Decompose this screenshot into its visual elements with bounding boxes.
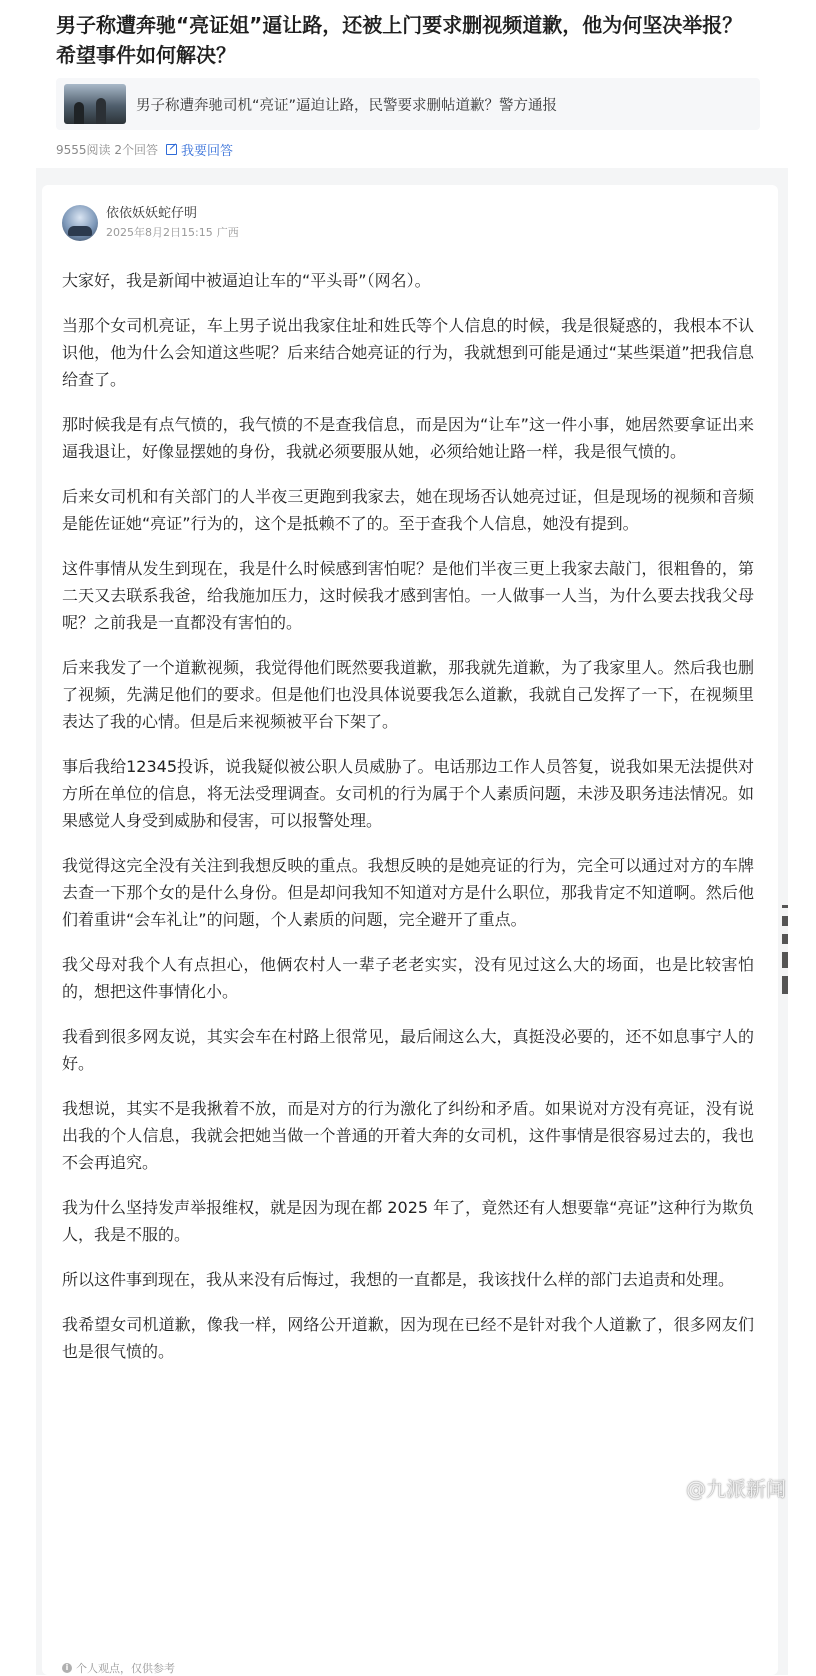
answer-paragraph: 我希望女司机道歉，像我一样，网络公开道歉，因为现在已经不是针对我个人道歉了，很多网友们也是很气愤的。 (62, 1315, 754, 1361)
author-info (106, 205, 239, 241)
weibo-icon (652, 1477, 680, 1499)
edit-icon (166, 144, 177, 155)
answer-paragraph: 我父母对我个人有点担心，他俩农村人一辈子老老实实，没有见过这么大的场面，也是比较害怕的，想把这件事情化小。 (62, 955, 754, 1001)
answer-date (106, 225, 239, 241)
related-news-title: 男子称遭奔驰司机“亮证”逼迫让路，民警要求删帖道歉？警方通报 (136, 97, 558, 114)
answer-paragraph: 那时候我是有点气愤的，我气愤的不是查我信息，而是因为“让车”这一件小事，她居然要拿证出来逼我退让，好像显摆她的身份，我就必须要服从她，必须给她让路一样，我是很气愤的。 (62, 415, 754, 461)
answer-paragraph: 后来女司机和有关部门的人半夜三更跑到我家去，她在现场否认她亮过证，但是现场的视频和音频是能佐证她“亮证”行为的，这个是抵赖不了的。至于查我个人信息，她没有提到。 (62, 487, 754, 533)
scroll-indicator[interactable] (782, 905, 788, 1002)
author-name[interactable]: 依依妖妖蛇仔明 (106, 206, 198, 221)
answer-paragraph: 我想说，其实不是我揪着不放，而是对方的行为激化了纠纷和矛盾。如果说对方没有亮证，没有说出我的个人信息，我就会把她当做一个普通的开着大奔的女司机，这件事情是很容易过去的，我也不会再追究。 (62, 1099, 754, 1172)
answer-paragraph: 当那个女司机亮证，车上男子说出我家住址和姓氏等个人信息的时候，我是很疑惑的，我根本不认识他，他为什么会知道这些呢？后来结合她亮证的行为，我就想到可能是通过“某些渠道”把我信息给查了。 (62, 316, 754, 389)
answer-paragraph: 我看到很多网友说，其实会车在村路上很常见，最后闹这么大，真挺没必要的，还不如息事宁人的好。 (62, 1027, 754, 1073)
disclaimer-text: 个人观点，仅供参考 (76, 1662, 175, 1675)
answer-paragraph: 我觉得这完全没有关注到我想反映的重点。我想反映的是她亮证的行为，完全可以通过对方的车牌去查一下那个女的是什么身份。但是却问我知不知道对方是什么职位，那我肯定不知道啊。然后他们着重讲“会车礼让”的问题，个人素质的问题，完全避开了重点。 (62, 856, 754, 929)
news-thumbnail (64, 84, 126, 124)
answer-datetime: 2025年8月2日15:15 (106, 226, 213, 239)
question-header (0, 0, 816, 159)
answer-paragraph: 这件事情从发生到现在，我是什么时候感到害怕呢？是他们半夜三更上我家去敲门，很粗鲁的，第二天又去联系我爸，给我施加压力，这时候我才感到害怕。一人做事一人当，为什么要去找我父母呢？之前我是一直都没有害怕的。 (62, 559, 754, 632)
watermark-text: @九派新闻 (686, 1477, 786, 1501)
answer-paragraph: 所以这件事到现在，我从来没有后悔过，我想的一直都是，我该找什么样的部门去追责和处理。 (62, 1270, 735, 1289)
weibo-watermark (652, 1473, 786, 1502)
answer-paragraph: 事后我给12345投诉，说我疑似被公职人员威胁了。电话那边工作人员答复，说我如果无法提供对方所在单位的信息，将无法受理调查。女司机的行为属于个人素质问题，未涉及职务违法情况。如果感觉人身受到威胁和侵害，可以报警处理。 (62, 757, 754, 830)
related-news-card[interactable] (56, 78, 760, 130)
answer-paragraph: 我为什么坚持发声举报维权，就是因为现在都 2025 年了，竟然还有人想要靠“亮证”这种行为欺负人，我是不服的。 (62, 1198, 754, 1244)
question-meta (56, 140, 760, 159)
question-stats: 9555阅读 2个回答 (56, 143, 158, 157)
answer-question-label: 我要回答 (181, 144, 234, 159)
answer-paragraph: 后来我发了一个道歉视频，我觉得他们既然要我道歉，那我就先道歉，为了我家里人。然后我也删了视频，先满足他们的要求。但是他们也没具体说要我怎么道歉，我就自己发挥了一下，在视频里表达了我的心情。但是后来视频被平台下架了。 (62, 658, 754, 731)
answer-location: 广西 (216, 226, 239, 239)
answer-author[interactable] (62, 205, 239, 241)
disclaimer (62, 1660, 175, 1676)
answer-card (42, 185, 778, 1675)
question-title: 男子称遭奔驰“亮证姐”逼让路，还被上门要求删视频道歉，他为何坚决举报？希望事件如何解决？ (56, 13, 743, 67)
answer-question-button[interactable] (166, 140, 233, 159)
answer-paragraph: 大家好，我是新闻中被逼迫让车的“平头哥”（网名）。 (62, 271, 431, 290)
info-icon: i (62, 1663, 72, 1673)
avatar[interactable] (62, 205, 98, 241)
answer-body (62, 267, 754, 1383)
